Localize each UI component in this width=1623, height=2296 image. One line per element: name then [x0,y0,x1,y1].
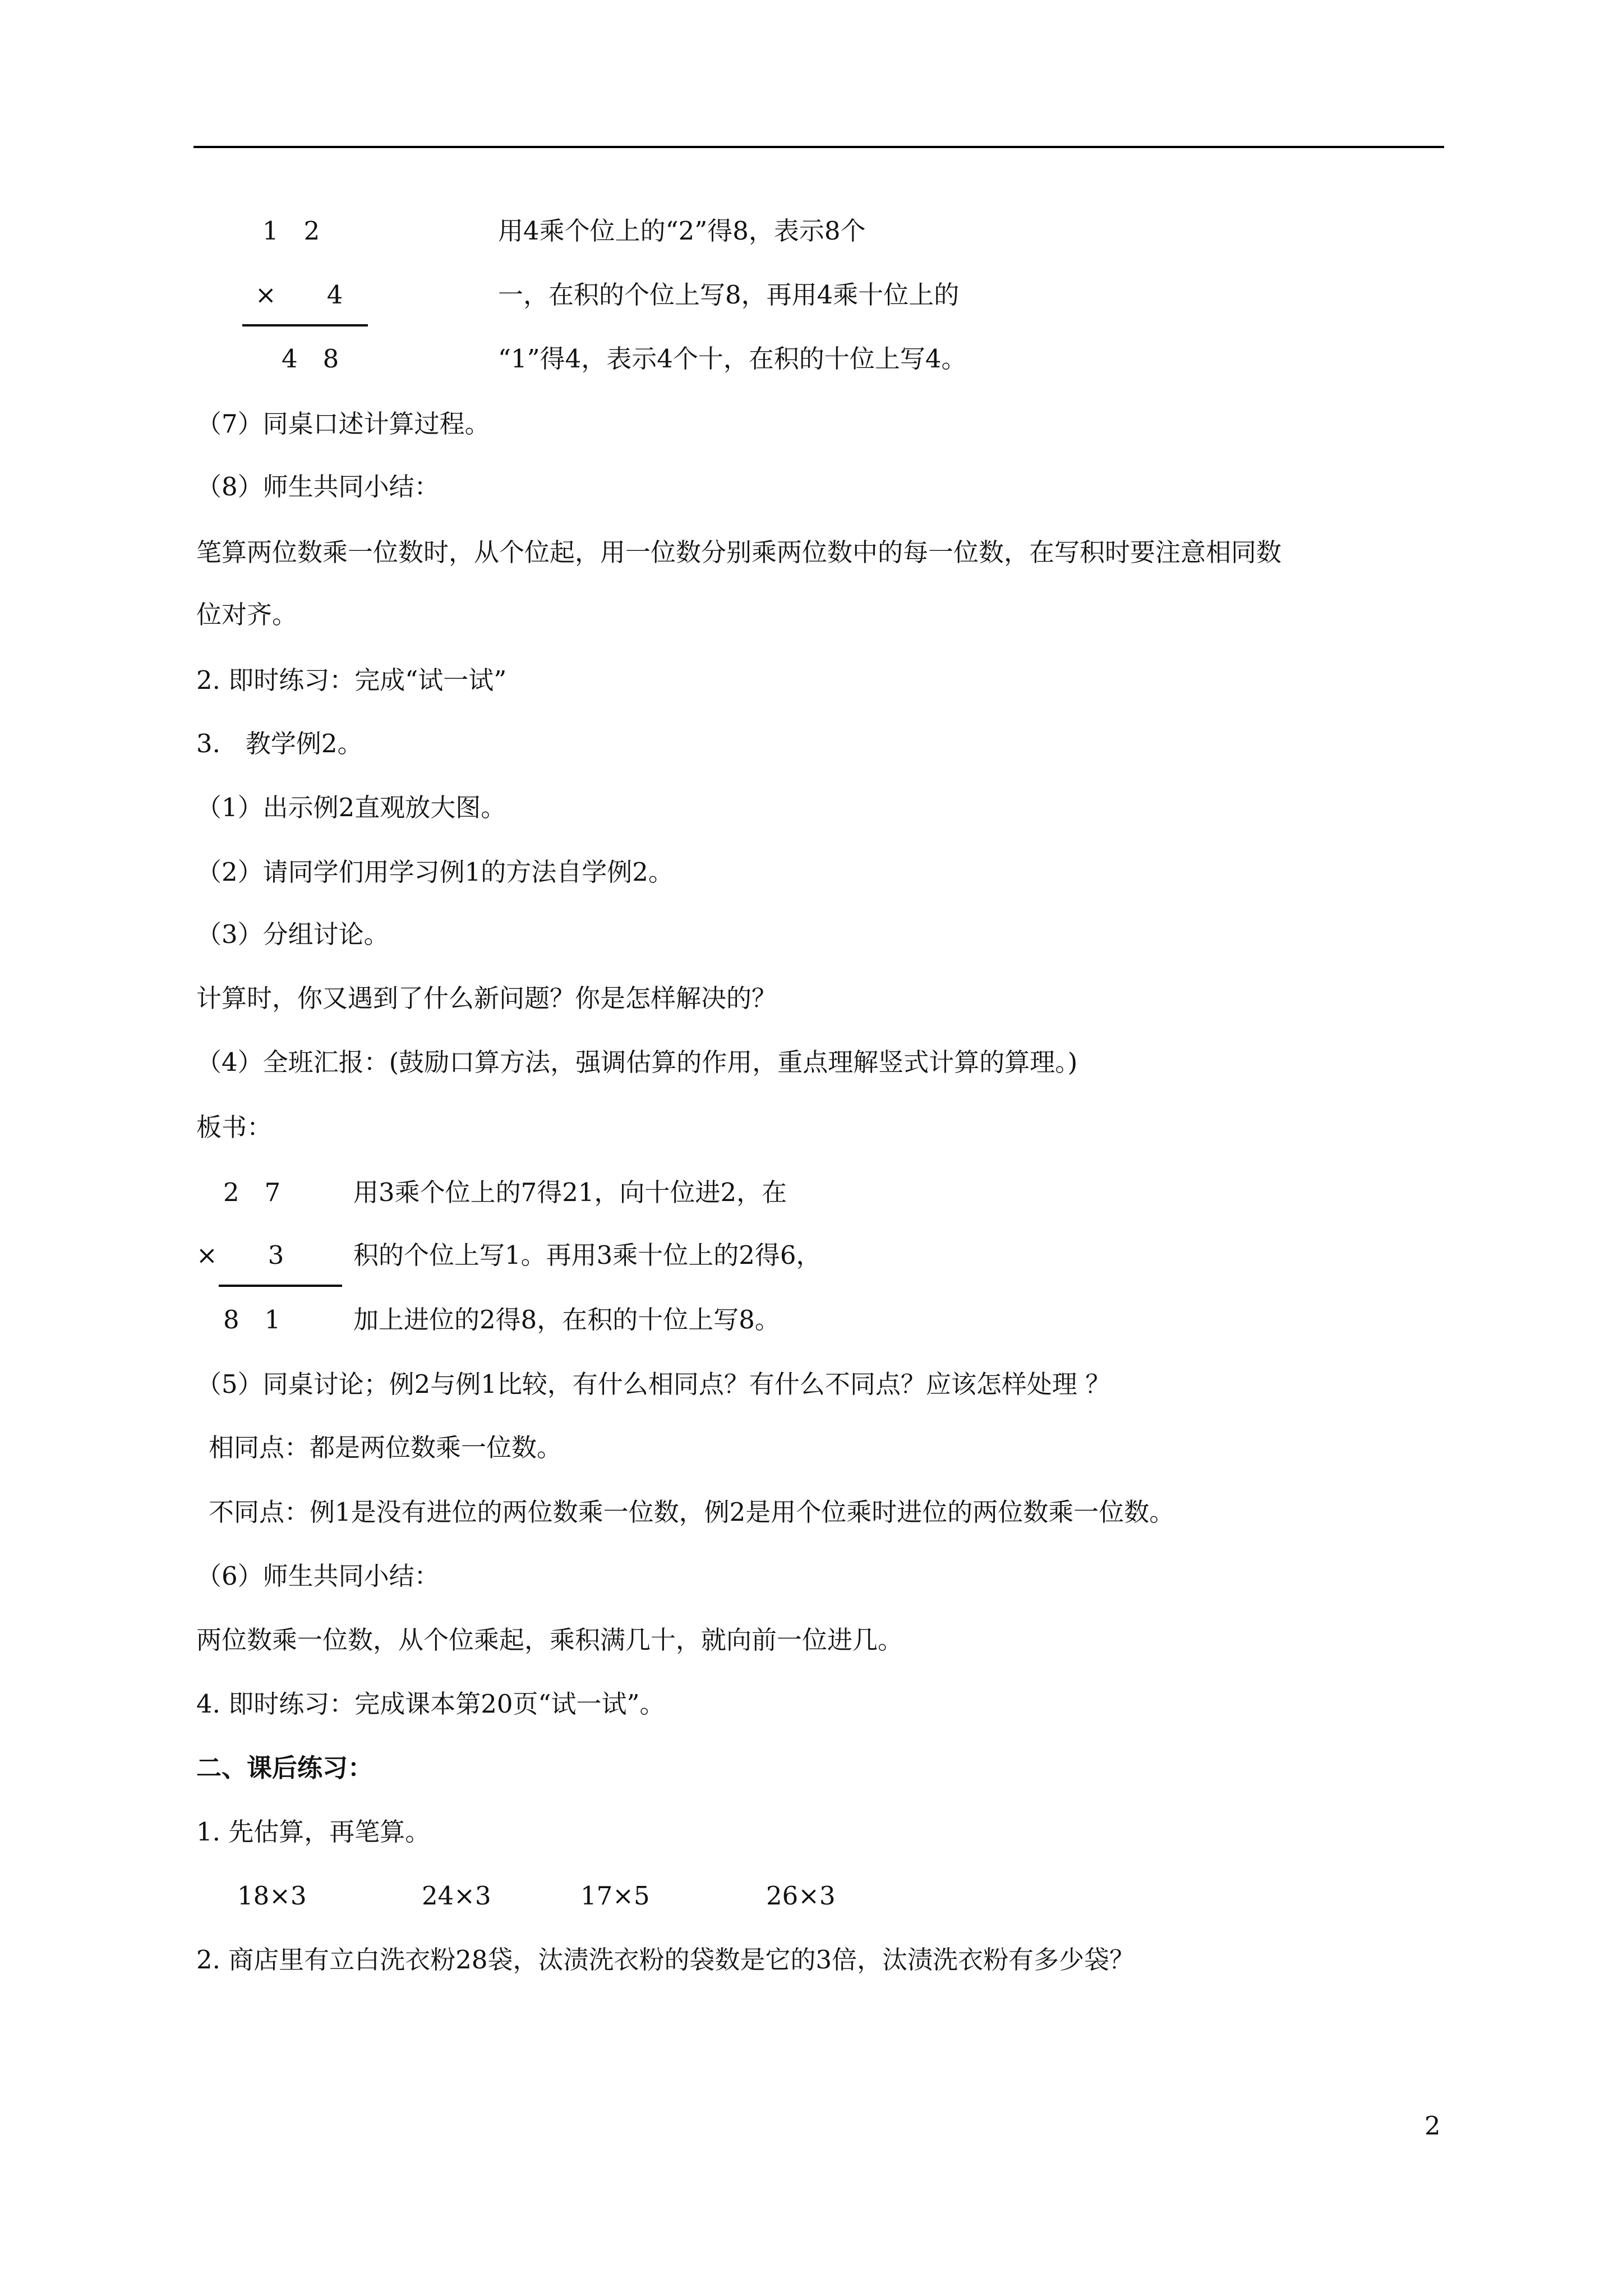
ex2-result-rule [219,1285,342,1287]
step-2: （2）请同学们用学习例1的方法自学例2。 [196,857,674,887]
header-rule [193,146,1444,148]
exercise1-item: 26×3 [766,1881,836,1911]
step-1: （1）出示例2直观放大图。 [196,793,506,822]
step-5: （5）同桌讨论；例2与例1比较，有什么相同点？有什么不同点？应该怎样处理 ？ [196,1369,1111,1399]
exercise1-item: 18×3 [237,1881,307,1911]
teach-example2: 3. 教学例2。 [196,729,363,758]
section-heading: 二、课后练习： [196,1753,374,1783]
ex2-note-line1: 用3乘个位上的7得21，向十位进2，在 [353,1177,787,1207]
ex1-note-line1: 用4乘个位上的“2”得8，表示8个 [498,216,866,246]
ex1-multiplicand: 1 2 [262,216,320,246]
ex2-multiplicand: 2 7 [223,1177,281,1207]
ex1-note-line2: 一，在积的个位上写8，再用4乘十位上的 [498,280,960,310]
practice-4: 4. 即时练习：完成课本第20页“试一试”。 [196,1689,665,1719]
ex2-note-line2: 积的个位上写1。再用3乘十位上的2得6， [353,1240,822,1270]
board-label: 板书： [196,1112,273,1142]
step-3: （3）分组讨论。 [196,919,389,949]
line-8: （8）师生共同小结： [196,472,440,501]
ex1-note-line3: “1”得4，表示4个十，在积的十位上写4。 [498,344,967,374]
exercise2: 2. 商店里有立白洗衣粉28袋，汰渍洗衣粉的袋数是它的3倍，汰渍洗衣粉有多少袋？ [196,1945,1135,1975]
page-number: 2 [1424,2111,1441,2141]
step-6: （6）师生共同小结： [196,1561,440,1591]
line-7: （7）同桌口述计算过程。 [196,409,490,439]
ex2-product: 8 1 [223,1305,281,1335]
ex1-result-rule [242,324,368,326]
question-line: 计算时，你又遇到了什么新问题？你是怎样解决的？ [196,983,777,1013]
ex1-multiplier: × 4 [255,280,343,310]
similarity-line: 相同点：都是两位数乘一位数。 [209,1433,562,1462]
exercise1-title: 1. 先估算，再笔算。 [196,1817,431,1847]
difference-line: 不同点：例1是没有进位的两位数乘一位数，例2是用个位乘时进位的两位数乘一位数。 [209,1497,1175,1527]
ex2-note-line3: 加上进位的2得8，在积的十位上写8。 [353,1305,780,1335]
exercise1-item: 24×3 [422,1881,491,1911]
step-4: （4）全班汇报：(鼓励口算方法，强调估算的作用，重点理解竖式计算的算理。) [196,1047,1078,1077]
practice-2: 2. 即时练习：完成“试一试” [196,665,507,695]
summary-line1: 笔算两位数乘一位数时，从个位起，用一位数分别乘两位数中的每一位数，在写积时要注意相同数 [196,537,1282,567]
ex2-multiplier: × 3 [196,1240,284,1270]
summary-line2: 位对齐。 [196,600,298,629]
exercise1-item: 17×5 [580,1881,650,1911]
ex1-product: 4 8 [282,344,339,374]
rule-summary: 两位数乘一位数，从个位乘起，乘积满几十，就向前一位进几。 [196,1625,903,1655]
